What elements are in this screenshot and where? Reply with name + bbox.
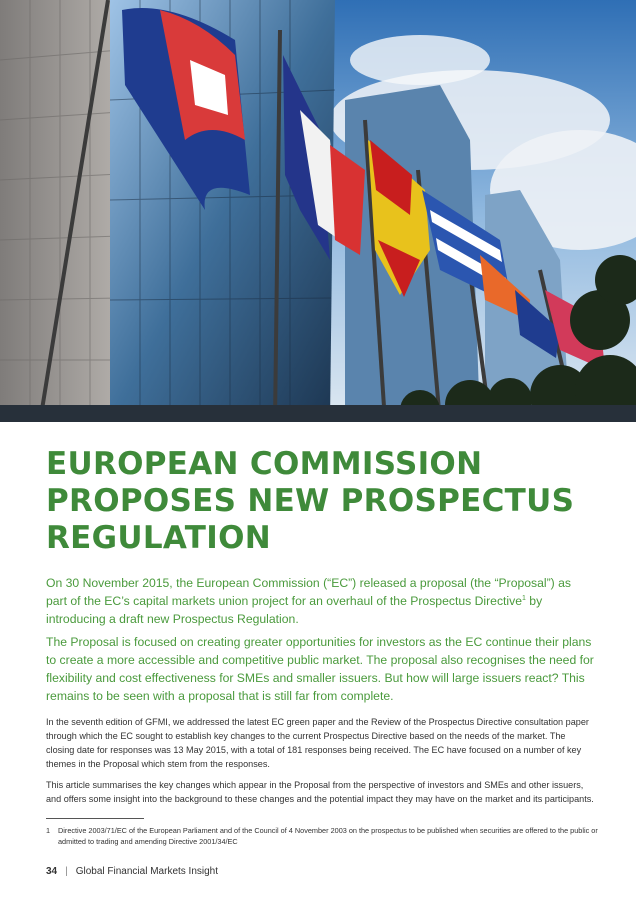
publication-name: Global Financial Markets Insight [75,866,219,877]
page-footer [46,866,218,877]
footnote-number: 1 [46,826,51,835]
body-paragraph-2: This article summarises the key changes which appear in the Proposal from the perspective of investors and SMEs and other issuers, and offers some insight into the background to these changes and the potential impact they may have on the market and its participants. [46,780,594,804]
hero-photo-flags-building [0,0,636,422]
footnote-reference: 1 [522,594,526,602]
lead-paragraph-1 [46,574,594,628]
article-body [46,446,594,806]
footnote [46,825,606,847]
lead-paragraph-2: The Proposal is focused on creating greater opportunities for investors as the EC continue their plans to create a more accessible and competitive public market. The proposal also recognises the need for flexibility and cost effectiveness for SMEs and smaller issuers. But how will large issuers react? This remains to be seen with a proposal that is still far from complete. [46,635,594,703]
page-number: 34 [46,866,58,877]
title-line: PROPOSES NEW PROSPECTUS [46,483,575,519]
footnote-text: Directive 2003/71/EC of the European Parliament and of the Council of 4 November 2003 on the prospectus to be published when securities are offered to the public or admitted to trading and amending Directive 2001/34/EC [58,826,598,846]
lead-text-continued: by introducing a draft new Prospectus Regulation. [46,594,543,626]
body-paragraph-1: In the seventh edition of GFMI, we addressed the latest EC green paper and the Review of the Prospectus Directive consultation paper through which the EC sought to establish key changes to the current Prospectus Directive based on the needs of the market. The closing date for responses was 13 May 2015, with a total of 181 responses being received. The EC have focused on a number of key themes in the Proposal which stem from the responses. [46,717,589,769]
footnote-divider [46,818,144,819]
title-line: REGULATION [46,520,271,556]
title-line: EUROPEAN COMMISSION [46,446,483,482]
hero-illustration [0,0,636,422]
footer-separator: | [65,866,68,877]
lead-text: On 30 November 2015, the European Commission (“EC”) released a proposal (the “Proposal”) as part of the EC’s capital markets union project for an overhaul of the Prospectus Directive [46,576,571,608]
article-title [46,446,594,557]
